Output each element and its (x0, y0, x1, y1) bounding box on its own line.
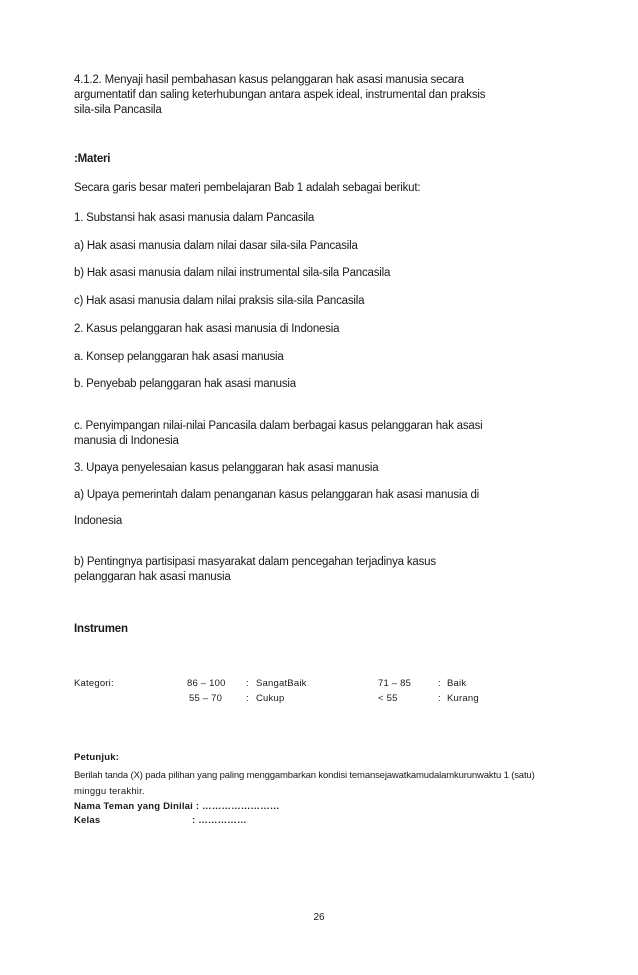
materi-title: :Materi (74, 153, 111, 165)
materi-item-3b-line-2: pelanggaran hak asasi manusia (74, 571, 231, 583)
kategori-range: 55 – 70 (189, 693, 223, 704)
section-heading-line-3: sila-sila Pancasila (74, 104, 162, 116)
kategori-label: Kategori: (74, 678, 114, 689)
kategori-value: SangatBaik (256, 678, 307, 689)
materi-item-3a-line-1: a) Upaya pemerintah dalam penanganan kasus pelanggaran hak asasi manusia di (74, 489, 480, 501)
materi-intro: Secara garis besar materi pembelajaran Bab 1 adalah sebagai berikut: (74, 182, 421, 194)
materi-item-2c-line-1: c. Penyimpangan nilai-nilai Pancasila dalam berbagai kasus pelanggaran hak asasi (74, 420, 483, 432)
nama-teman-field: Nama Teman yang Dinilai : …………………… (74, 801, 280, 812)
kategori-separator: : (438, 678, 441, 689)
kategori-separator: : (246, 678, 249, 689)
materi-item-1: 1. Substansi hak asasi manusia dalam Pancasila (74, 212, 315, 224)
petunjuk-title: Petunjuk: (74, 752, 120, 763)
kategori-separator: : (438, 693, 441, 704)
kelas-field: : …………… (192, 815, 247, 826)
kategori-range: 71 – 85 (378, 678, 412, 689)
kategori-value: Kurang (447, 693, 479, 704)
materi-item-3b-line-1: b) Pentingnya partisipasi masyarakat dalam pencegahan terjadinya kasus (74, 556, 436, 568)
kategori-value: Cukup (256, 693, 285, 704)
petunjuk-instruction-line-2: minggu terakhir. (74, 786, 145, 797)
kategori-range: 86 – 100 (187, 678, 226, 689)
materi-item-2: 2. Kasus pelanggaran hak asasi manusia di Indonesia (74, 323, 340, 335)
petunjuk-instruction-line-1: Berilah tanda (X) pada pilihan yang paling menggambarkan kondisi temansejawatkamudalamkurunwaktu 1 (satu) (74, 770, 535, 781)
materi-item-2c-line-2: manusia di Indonesia (74, 435, 179, 447)
materi-item-2b: b. Penyebab pelanggaran hak asasi manusia (74, 378, 296, 390)
materi-item-2a: a. Konsep pelanggaran hak asasi manusia (74, 351, 284, 363)
kategori-separator: : (246, 693, 249, 704)
kategori-value: Baik (447, 678, 467, 689)
page-number: 26 (313, 912, 325, 923)
materi-item-3: 3. Upaya penyelesaian kasus pelanggaran hak asasi manusia (74, 462, 379, 474)
materi-item-1c: c) Hak asasi manusia dalam nilai praksis sila-sila Pancasila (74, 295, 365, 307)
materi-item-1a: a) Hak asasi manusia dalam nilai dasar sila-sila Pancasila (74, 240, 358, 252)
kelas-label: Kelas (74, 815, 101, 826)
section-heading-line-2: argumentatif dan saling keterhubungan antara aspek ideal, instrumental dan praksis (74, 89, 486, 101)
section-heading-line-1: 4.1.2. Menyaji hasil pembahasan kasus pelanggaran hak asasi manusia secara (74, 74, 464, 86)
kategori-range: < 55 (378, 693, 398, 704)
instrumen-title: Instrumen (74, 623, 128, 635)
materi-item-1b: b) Hak asasi manusia dalam nilai instrumental sila-sila Pancasila (74, 267, 391, 279)
materi-item-3a-line-2: Indonesia (74, 515, 123, 527)
